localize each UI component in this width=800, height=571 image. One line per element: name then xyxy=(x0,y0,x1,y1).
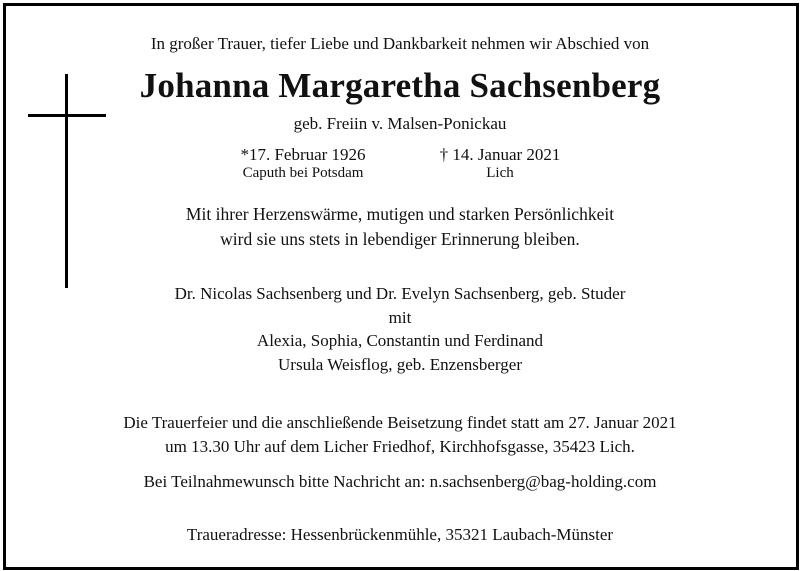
family-line: Dr. Nicolas Sachsenberg und Dr. Evelyn Sachsenberg, geb. Studer xyxy=(174,284,626,303)
deceased-name: Johanna Margaretha Sachsenberg xyxy=(139,66,661,105)
cross-vertical-bar xyxy=(65,74,68,288)
birth-date: *17. Februar 1926 xyxy=(240,145,366,164)
service-line: um 13.30 Uhr auf dem Licher Friedhof, Kirchhofsgasse, 35423 Lich. xyxy=(165,437,635,456)
birth-place: Caputh bei Potsdam xyxy=(242,165,364,181)
cross-icon xyxy=(28,74,106,288)
death-date: † 14. Januar 2021 xyxy=(439,145,561,164)
maiden-name: geb. Freiin v. Malsen-Ponickau xyxy=(293,114,507,133)
contact-text: Bei Teilnahmewunsch bitte Nachricht an: n.sachsenberg@bag-holding.com xyxy=(143,472,657,491)
death-place: Lich xyxy=(486,165,514,181)
death-info xyxy=(420,145,580,182)
family-line: Alexia, Sophia, Constantin und Ferdinand xyxy=(256,331,544,350)
mourning-address: Traueradresse: Hessenbrückenmühle, 35321 Laubach-Münster xyxy=(186,525,614,544)
birth-info xyxy=(218,145,388,182)
tribute-line: Mit ihrer Herzenswärme, mutigen und starken Persönlichkeit xyxy=(185,204,615,224)
family-line: Ursula Weisflog, geb. Enzensberger xyxy=(278,355,522,374)
family-line: mit xyxy=(388,308,412,327)
intro-text: In großer Trauer, tiefer Liebe und Dankbarkeit nehmen wir Abschied von xyxy=(150,34,650,53)
tribute-line: wird sie uns stets in lebendiger Erinnerung bleiben. xyxy=(220,229,580,249)
service-line: Die Trauerfeier und die anschließende Beisetzung findet statt am 27. Januar 2021 xyxy=(123,413,677,432)
